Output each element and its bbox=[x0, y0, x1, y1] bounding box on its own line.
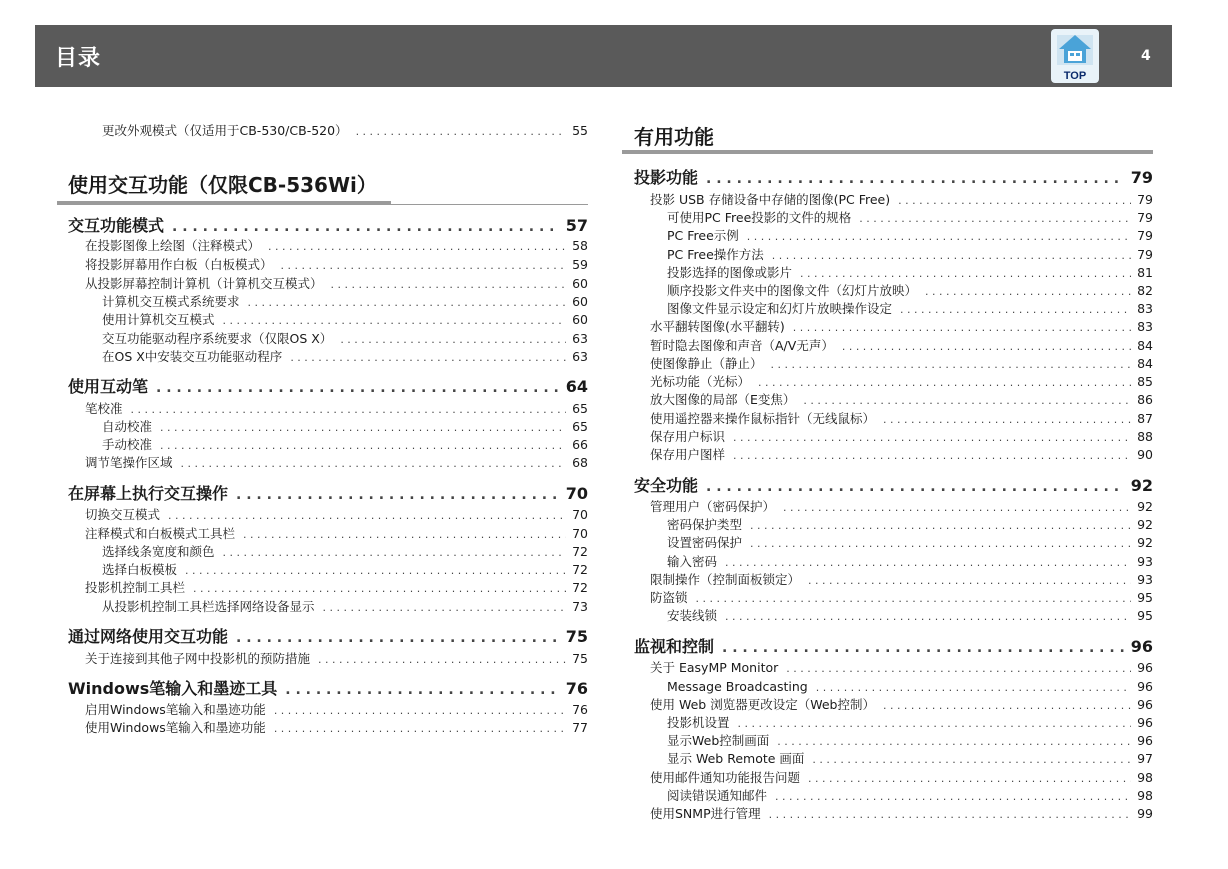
toc-label: 关于 EasyMP Monitor bbox=[650, 660, 779, 675]
toc-label: 将投影屏幕用作白板（白板模式） bbox=[85, 257, 273, 272]
toc-label: 暂时隐去图像和声音（A/V无声） bbox=[650, 338, 834, 353]
toc-entry[interactable] bbox=[102, 348, 588, 366]
toc-label: 投影机设置 bbox=[667, 715, 730, 730]
toc-entry[interactable] bbox=[667, 300, 1153, 318]
chapter-rule bbox=[622, 150, 1153, 154]
toc-page: 92 bbox=[1137, 499, 1153, 514]
toc-entry[interactable] bbox=[650, 318, 1153, 336]
leader-dots bbox=[771, 356, 1132, 374]
toc-page: 70 bbox=[572, 507, 588, 522]
toc-page: 70 bbox=[565, 484, 588, 503]
leader-dots bbox=[808, 572, 1131, 590]
toc-page: 99 bbox=[1137, 806, 1153, 821]
toc-page: 75 bbox=[572, 651, 588, 666]
toc-entry[interactable] bbox=[667, 732, 1153, 750]
toc-label: 使用遥控器来操作鼠标指针（无线鼠标） bbox=[650, 411, 876, 426]
toc-entry[interactable] bbox=[667, 534, 1153, 552]
toc-label: 更改外观模式（仅适用于CB-530/CB-520） bbox=[102, 123, 348, 138]
page-title: 目录 bbox=[55, 46, 102, 71]
leader-dots bbox=[786, 660, 1131, 678]
toc-label: 监视和控制 bbox=[634, 637, 715, 656]
toc-page: 70 bbox=[572, 526, 588, 541]
toc-page: 88 bbox=[1137, 429, 1153, 444]
toc-entry[interactable] bbox=[85, 525, 588, 543]
leader-dots bbox=[733, 447, 1131, 465]
toc-page: 93 bbox=[1137, 554, 1153, 569]
toc-label: 放大图像的局部（E变焦） bbox=[650, 392, 796, 407]
toc-page: 92 bbox=[1137, 517, 1153, 532]
toc-page: 97 bbox=[1137, 751, 1153, 766]
toc-label: 输入密码 bbox=[667, 554, 718, 569]
leader-dots bbox=[800, 265, 1131, 283]
leader-dots bbox=[738, 715, 1132, 733]
leader-dots bbox=[243, 526, 566, 544]
toc-entry[interactable] bbox=[102, 311, 588, 329]
toc-entry[interactable] bbox=[650, 589, 1153, 607]
toc-page: 59 bbox=[572, 257, 588, 272]
leader-dots bbox=[758, 374, 1131, 392]
toc-label: 保存用户图样 bbox=[650, 447, 726, 462]
toc-page: 55 bbox=[572, 123, 588, 138]
toc-page: 86 bbox=[1137, 392, 1153, 407]
toc-entry[interactable] bbox=[102, 561, 588, 579]
leader-dots bbox=[160, 437, 566, 455]
toc-label: 交互功能驱动程序系统要求（仅限OS X） bbox=[102, 331, 333, 346]
toc-label: 计算机交互模式系统要求 bbox=[102, 294, 240, 309]
toc-label: 投影选择的图像或影片 bbox=[667, 265, 793, 280]
leader-dots bbox=[323, 599, 567, 617]
toc-entry[interactable] bbox=[85, 256, 588, 274]
toc-label: 投影 USB 存储设备中存储的图像(PC Free) bbox=[650, 192, 891, 207]
toc-page: 84 bbox=[1137, 356, 1153, 371]
toc-page: 58 bbox=[572, 238, 588, 253]
leader-dots bbox=[181, 455, 567, 473]
toc-entry[interactable] bbox=[650, 571, 1153, 589]
toc-entry[interactable] bbox=[650, 696, 1153, 714]
toc-page: 84 bbox=[1137, 338, 1153, 353]
toc-entry[interactable] bbox=[667, 516, 1153, 534]
toc-entry[interactable] bbox=[667, 227, 1153, 245]
toc-page: 66 bbox=[572, 437, 588, 452]
leader-dots bbox=[285, 679, 559, 701]
leader-dots bbox=[772, 247, 1131, 265]
toc-page: 72 bbox=[572, 562, 588, 577]
toc-entry[interactable] bbox=[650, 391, 1153, 409]
toc-page: 95 bbox=[1137, 608, 1153, 623]
toc-entry[interactable] bbox=[85, 719, 588, 737]
toc-page: 98 bbox=[1137, 788, 1153, 803]
toc-entry[interactable] bbox=[85, 650, 588, 668]
toc-entry[interactable] bbox=[650, 191, 1153, 209]
toc-section[interactable] bbox=[634, 475, 1153, 497]
home-icon bbox=[1051, 29, 1099, 71]
toc-label: 使用 Web 浏览器更改设定（Web控制） bbox=[650, 697, 875, 712]
toc-page: 96 bbox=[1130, 637, 1153, 656]
toc-label: 关于连接到其他子网中投影机的预防措施 bbox=[85, 651, 311, 666]
leader-dots bbox=[268, 238, 566, 256]
toc-page: 79 bbox=[1137, 192, 1153, 207]
toc-label: 显示Web控制画面 bbox=[667, 733, 770, 748]
leader-dots bbox=[842, 338, 1131, 356]
toc-page: 87 bbox=[1137, 411, 1153, 426]
toc-entry[interactable] bbox=[85, 400, 588, 418]
toc-page: 72 bbox=[572, 544, 588, 559]
page-number: 4 bbox=[1141, 48, 1151, 64]
toc-entry[interactable] bbox=[85, 454, 588, 472]
toc-entry[interactable] bbox=[85, 237, 588, 255]
toc-page: 60 bbox=[572, 312, 588, 327]
toc-label: 投影机控制工具栏 bbox=[85, 580, 186, 595]
toc-page: 92 bbox=[1137, 535, 1153, 550]
toc-page: 83 bbox=[1137, 319, 1153, 334]
toc-label: 自动校准 bbox=[102, 419, 153, 434]
toc-entry[interactable] bbox=[667, 714, 1153, 732]
toc-label: 在屏幕上执行交互操作 bbox=[68, 484, 229, 503]
toc-section[interactable] bbox=[634, 636, 1153, 658]
leader-dots bbox=[775, 788, 1131, 806]
toc-section[interactable] bbox=[634, 167, 1153, 189]
toc-page: 63 bbox=[572, 331, 588, 346]
leader-dots bbox=[803, 392, 1131, 410]
toc-label: 通过网络使用交互功能 bbox=[68, 627, 229, 646]
toc-page: 95 bbox=[1137, 590, 1153, 605]
toc-entry[interactable] bbox=[667, 553, 1153, 571]
leader-dots bbox=[340, 331, 566, 349]
leader-dots bbox=[859, 210, 1131, 228]
leader-dots bbox=[793, 319, 1131, 337]
toc-entry[interactable] bbox=[102, 436, 588, 454]
toc-label: 防盗锁 bbox=[650, 590, 688, 605]
toc-label: 密码保护类型 bbox=[667, 517, 743, 532]
toc-label: 水平翻转图像(水平翻转) bbox=[650, 319, 785, 334]
toc-label: 选择白板模板 bbox=[102, 562, 178, 577]
toc-page: 79 bbox=[1137, 210, 1153, 225]
toc-page: 79 bbox=[1130, 168, 1153, 187]
toc-page: 96 bbox=[1137, 697, 1153, 712]
toc-entry[interactable] bbox=[667, 246, 1153, 264]
toc-entry[interactable] bbox=[85, 701, 588, 719]
toc-label: 使用邮件通知功能报告问题 bbox=[650, 770, 801, 785]
toc-entry[interactable] bbox=[650, 355, 1153, 373]
toc-label: 使用Windows笔输入和墨迹功能 bbox=[85, 720, 266, 735]
leader-dots bbox=[274, 702, 566, 720]
toc-label: 切换交互模式 bbox=[85, 507, 161, 522]
toc-entry[interactable] bbox=[102, 543, 588, 561]
header-bar bbox=[35, 25, 1172, 87]
toc-entry[interactable] bbox=[650, 428, 1153, 446]
leader-dots bbox=[725, 554, 1131, 572]
toc-page: 73 bbox=[572, 599, 588, 614]
toc-label: 在OS X中安装交互功能驱动程序 bbox=[102, 349, 283, 364]
leader-dots bbox=[290, 349, 566, 367]
toc-page: 96 bbox=[1137, 679, 1153, 694]
toc-entry[interactable] bbox=[85, 506, 588, 524]
toc-label: 安全功能 bbox=[634, 476, 699, 495]
leader-dots bbox=[747, 228, 1131, 246]
toc-page: 90 bbox=[1137, 447, 1153, 462]
toc-entry[interactable] bbox=[667, 750, 1153, 768]
toc-label: 从投影机控制工具栏选择网络设备显示 bbox=[102, 599, 315, 614]
toc-label: 安装线锁 bbox=[667, 608, 718, 623]
chapter-title: 有用功能 bbox=[634, 125, 714, 149]
toc-label: 保存用户标识 bbox=[650, 429, 726, 444]
toc-label: 显示 Web Remote 画面 bbox=[667, 751, 805, 766]
toc-section[interactable] bbox=[68, 626, 588, 648]
toc-entry[interactable] bbox=[102, 330, 588, 348]
toc-page: 96 bbox=[1137, 715, 1153, 730]
leader-dots bbox=[706, 476, 1125, 498]
toc-label: 选择线条宽度和颜色 bbox=[102, 544, 215, 559]
toc-label: 管理用户（密码保护） bbox=[650, 499, 776, 514]
top-label: TOP bbox=[1063, 70, 1087, 82]
toc-page: 96 bbox=[1137, 733, 1153, 748]
toc-page: 82 bbox=[1137, 283, 1153, 298]
toc-label: 顺序投影文件夹中的图像文件（幻灯片放映） bbox=[667, 283, 918, 298]
leader-dots bbox=[223, 544, 567, 562]
toc-label: 光标功能（光标） bbox=[650, 374, 751, 389]
toc-page: 98 bbox=[1137, 770, 1153, 785]
leader-dots bbox=[900, 301, 1131, 319]
toc-entry[interactable] bbox=[650, 373, 1153, 391]
toc-page: 92 bbox=[1130, 476, 1153, 495]
leader-dots bbox=[706, 168, 1125, 190]
toc-page: 85 bbox=[1137, 374, 1153, 389]
toc-entry[interactable] bbox=[667, 607, 1153, 625]
toc-label: 注释模式和白板模式工具栏 bbox=[85, 526, 236, 541]
toc-label: Windows笔输入和墨迹工具 bbox=[68, 679, 278, 698]
toc-entry[interactable] bbox=[667, 264, 1153, 282]
leader-dots bbox=[722, 637, 1125, 659]
toc-label: PC Free示例 bbox=[667, 228, 739, 243]
toc-entry[interactable] bbox=[650, 659, 1153, 677]
leader-dots bbox=[750, 517, 1131, 535]
chapter-title: 使用交互功能（仅限CB-536Wi） bbox=[68, 173, 377, 197]
toc-entry[interactable] bbox=[667, 787, 1153, 805]
toc-page: 63 bbox=[572, 349, 588, 364]
leader-dots bbox=[733, 429, 1131, 447]
leader-dots bbox=[808, 770, 1131, 788]
toc-page: 65 bbox=[572, 401, 588, 416]
toc-label: 启用Windows笔输入和墨迹功能 bbox=[85, 702, 266, 717]
toc-page: 81 bbox=[1137, 265, 1153, 280]
leader-dots bbox=[816, 679, 1131, 697]
leader-dots bbox=[925, 283, 1131, 301]
leader-dots bbox=[185, 562, 566, 580]
leader-dots bbox=[168, 507, 566, 525]
leader-dots bbox=[223, 312, 567, 330]
toc-page: 57 bbox=[565, 216, 588, 235]
toc-entry[interactable] bbox=[667, 678, 1153, 696]
toc-page: 76 bbox=[565, 679, 588, 698]
chapter-rule-thin bbox=[57, 204, 588, 205]
toc-label: 使用互动笔 bbox=[68, 377, 149, 396]
toc-entry[interactable] bbox=[650, 498, 1153, 516]
leader-dots bbox=[131, 401, 567, 419]
leader-dots bbox=[160, 419, 566, 437]
leader-dots bbox=[236, 484, 560, 506]
leader-dots bbox=[783, 499, 1131, 517]
leader-dots bbox=[281, 257, 567, 275]
toc-entry[interactable] bbox=[650, 769, 1153, 787]
leader-dots bbox=[898, 192, 1131, 210]
toc-entry[interactable] bbox=[85, 579, 588, 597]
toc-label: 图像文件显示设定和幻灯片放映操作设定 bbox=[667, 301, 893, 316]
toc-page: 64 bbox=[565, 377, 588, 396]
toc-page: 72 bbox=[572, 580, 588, 595]
leader-dots bbox=[696, 590, 1132, 608]
toc-entry[interactable] bbox=[102, 293, 588, 311]
toc-entry[interactable] bbox=[650, 805, 1153, 823]
toc-entry[interactable] bbox=[667, 209, 1153, 227]
leader-dots bbox=[172, 216, 560, 238]
toc-entry[interactable] bbox=[102, 418, 588, 436]
toc-label: PC Free操作方法 bbox=[667, 247, 764, 262]
toc-label: 调节笔操作区域 bbox=[85, 455, 173, 470]
toc-label: 从投影屏幕控制计算机（计算机交互模式） bbox=[85, 276, 323, 291]
toc-entry[interactable] bbox=[650, 410, 1153, 428]
toc-label: 使用SNMP进行管理 bbox=[650, 806, 761, 821]
toc-label: 使用计算机交互模式 bbox=[102, 312, 215, 327]
leader-dots bbox=[769, 806, 1131, 824]
toc-page: 79 bbox=[1137, 228, 1153, 243]
top-button[interactable] bbox=[1051, 29, 1099, 83]
toc-section[interactable] bbox=[68, 376, 588, 398]
toc-page: 60 bbox=[572, 294, 588, 309]
leader-dots bbox=[248, 294, 567, 312]
toc-entry[interactable] bbox=[667, 282, 1153, 300]
toc-page: 77 bbox=[572, 720, 588, 735]
leader-dots bbox=[318, 651, 566, 669]
leader-dots bbox=[883, 697, 1131, 715]
leader-dots bbox=[356, 123, 567, 141]
leader-dots bbox=[725, 608, 1131, 626]
toc-label: 阅读错误通知邮件 bbox=[667, 788, 768, 803]
toc-section[interactable] bbox=[68, 678, 588, 700]
leader-dots bbox=[883, 411, 1131, 429]
toc-label: 设置密码保护 bbox=[667, 535, 743, 550]
toc-page: 96 bbox=[1137, 660, 1153, 675]
toc-entry[interactable] bbox=[650, 446, 1153, 464]
toc-entry[interactable] bbox=[85, 275, 588, 293]
toc-label: 使图像静止（静止） bbox=[650, 356, 763, 371]
toc-page: 76 bbox=[572, 702, 588, 717]
leader-dots bbox=[236, 627, 560, 649]
leader-dots bbox=[193, 580, 566, 598]
toc-label: Message Broadcasting bbox=[667, 679, 808, 694]
toc-page: 83 bbox=[1137, 301, 1153, 316]
toc-section[interactable] bbox=[68, 215, 588, 237]
toc-label: 在投影图像上绘图（注释模式） bbox=[85, 238, 261, 253]
toc-entry[interactable] bbox=[102, 598, 588, 616]
toc-label: 交互功能模式 bbox=[68, 216, 165, 235]
toc-label: 投影功能 bbox=[634, 168, 699, 187]
toc-label: 手动校准 bbox=[102, 437, 153, 452]
toc-page: 93 bbox=[1137, 572, 1153, 587]
leader-dots bbox=[750, 535, 1131, 553]
toc-entry[interactable] bbox=[102, 122, 588, 140]
toc-label: 可使用PC Free投影的文件的规格 bbox=[667, 210, 852, 225]
leader-dots bbox=[777, 733, 1131, 751]
toc-page: 79 bbox=[1137, 247, 1153, 262]
leader-dots bbox=[812, 751, 1131, 769]
toc-section[interactable] bbox=[68, 483, 588, 505]
leader-dots bbox=[156, 377, 560, 399]
toc-page: 68 bbox=[572, 455, 588, 470]
leader-dots bbox=[331, 276, 567, 294]
toc-label: 笔校准 bbox=[85, 401, 123, 416]
toc-entry[interactable] bbox=[650, 337, 1153, 355]
leader-dots bbox=[274, 720, 566, 738]
toc-label: 限制操作（控制面板锁定） bbox=[650, 572, 801, 587]
toc-page: 60 bbox=[572, 276, 588, 291]
toc-page: 75 bbox=[565, 627, 588, 646]
toc-page: 65 bbox=[572, 419, 588, 434]
